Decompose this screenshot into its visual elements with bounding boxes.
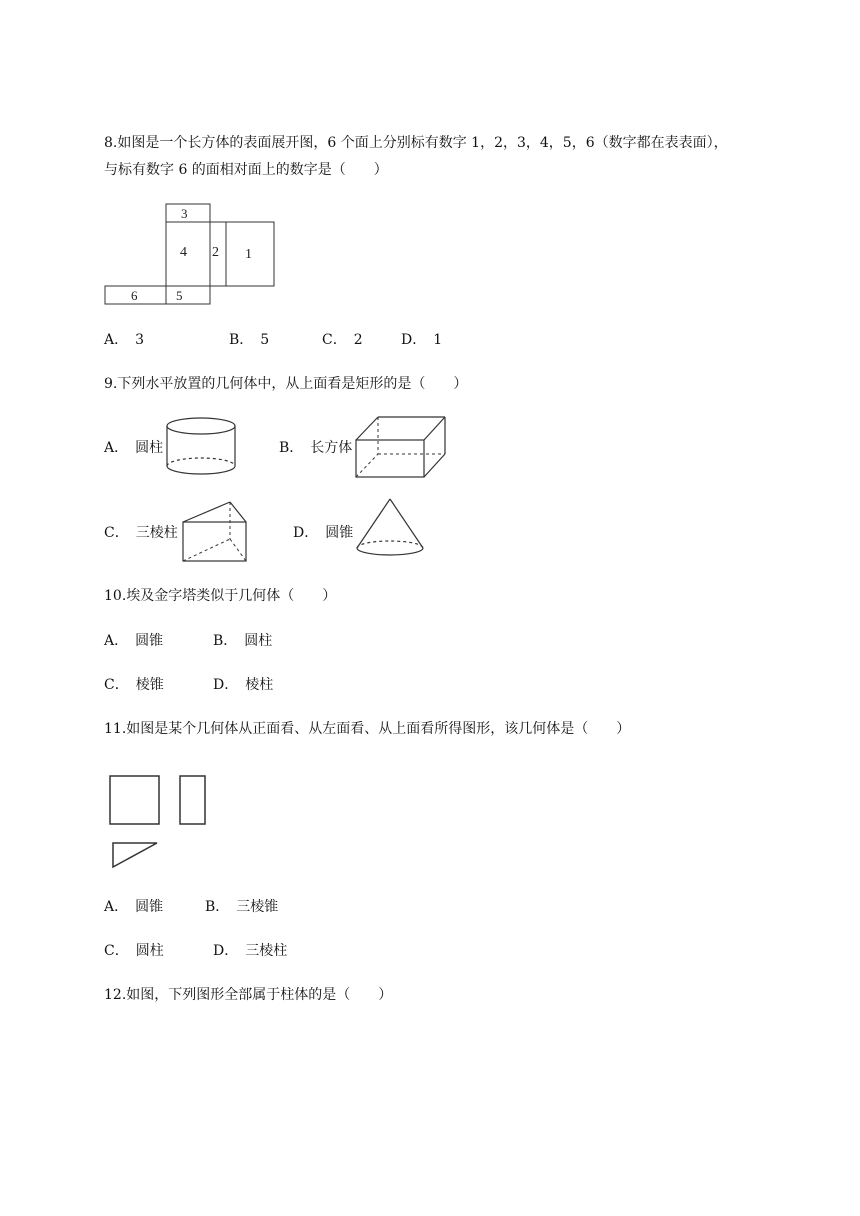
- q10-stem: 10.埃及金字塔类似于几何体（ ）: [104, 588, 337, 604]
- q11-option-b[interactable]: B． 三棱锥: [205, 899, 279, 915]
- q10-option-a[interactable]: A． 圆锥: [104, 633, 164, 649]
- top-view: [113, 843, 157, 867]
- q10-option-d[interactable]: D． 棱柱: [213, 677, 274, 693]
- net-label-left: 6: [131, 288, 138, 303]
- q9-option-c[interactable]: C． 三棱柱: [104, 525, 178, 541]
- net-label-right: 1: [245, 247, 252, 262]
- q11-stem: 11.如图是某个几何体从正面看、从左面看、从上面看所得图形，该几何体是（ ）: [104, 721, 631, 737]
- q9-stem: 9.下列水平放置的几何体中，从上面看是矩形的是（ ）: [104, 376, 468, 392]
- q11-option-a[interactable]: A． 圆锥: [104, 899, 164, 915]
- q8-stem-line1: 8.如图是一个长方体的表面展开图，6 个面上分别标有数字 1，2，3，4，5，6（数字都在表表面），: [104, 135, 728, 151]
- q10-option-b[interactable]: B． 圆柱: [213, 633, 273, 649]
- q9-option-d[interactable]: D． 圆锥: [293, 525, 354, 541]
- q11-option-c[interactable]: C． 圆柱: [104, 943, 164, 959]
- q8-option-d[interactable]: D． 1: [401, 332, 443, 348]
- q8-option-b[interactable]: B． 5: [229, 332, 270, 348]
- q8-option-a[interactable]: A． 3: [104, 332, 145, 348]
- q9-option-a[interactable]: A． 圆柱: [104, 440, 164, 456]
- left-view: [180, 776, 205, 824]
- net-label-top: 3: [181, 206, 188, 221]
- front-view: [110, 776, 159, 824]
- q12-stem: 12.如图，下列图形全部属于柱体的是（ ）: [104, 987, 393, 1003]
- net-label-main: 4: [180, 245, 187, 260]
- q9-option-b[interactable]: B． 长方体: [279, 440, 353, 456]
- net-label-strip: 2: [212, 245, 219, 260]
- q11-option-d[interactable]: D． 三棱柱: [213, 943, 288, 959]
- net-label-bottom: 5: [176, 288, 183, 303]
- q10-option-c[interactable]: C． 棱锥: [104, 677, 164, 693]
- q8-option-c[interactable]: C． 2: [322, 332, 363, 348]
- q8-stem-line2: 与标有数字 6 的面相对面上的数字是（ ）: [104, 162, 388, 178]
